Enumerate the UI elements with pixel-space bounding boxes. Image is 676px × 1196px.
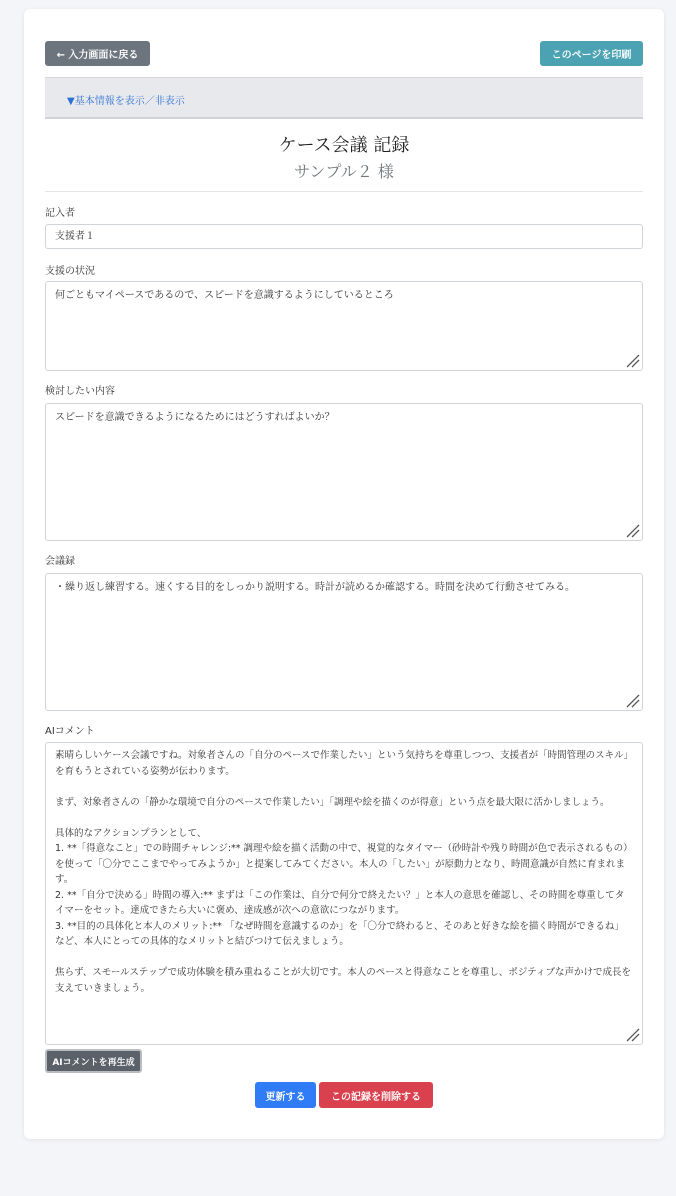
recorder-input[interactable]: 支援者１ <box>45 224 643 249</box>
support-status-label: 支援の状況 <box>45 266 95 277</box>
minutes-text: ・繰り返し練習する。速くする目的をしっかり説明する。時計が読めるか確認する。時間を決めて行動させてみる。 <box>55 582 575 593</box>
basic-info-toggle-link[interactable]: ▼基本情報を表示／非表示 <box>67 96 185 107</box>
regenerate-ai-comment-button[interactable]: AIコメントを再生成 <box>45 1049 142 1073</box>
back-to-input-button[interactable]: ← 入力画面に戻る <box>45 41 150 66</box>
minutes-textarea[interactable] <box>45 573 643 711</box>
ai-comment-text: 素晴らしいケース会議ですね。対象者さんの「自分のペースで作業したい」という気持ちを尊重しつつ、支援者が「時間管理のスキル」を育もうとされている姿勢が伝わります。 まず、対象者さんの「静かな環境で自分のペースで作業したい」「調理や絵を描くのが得意」という点を最大限に活かしましょう。 具体的なアクションプランとして、 1. **「得意なこと」での時間チャレンジ:** 調理や絵を描く活動の中で、視覚的なタイマー（砂時計や残り時間が色で表示されるもの）を使って「〇分でここまでやってみようか」と提案してみてください。本人の「したい」が原動力となり、時間意識が自然に育まれます。 2. **「自分で決める」時間の導入:** まずは「この作業は、自分で何分で終えたい？」と本人の意思を確認し、その時間を尊重してタイマーをセット。達成できたら大いに褒め、達成感が次への意欲につながります。 3. **目的の具体化と本人のメリット:** 「なぜ時間を意識するのか」を「〇分で終わると、そのあと好きな絵を描く時間ができるね」など、本人にとっての具体的なメリットと結びつけて伝えましょう。 焦らず、スモールステップで成功体験を積み重ねることが大切です。本人のペースと得意なことを尊重し、ポジティブな声かけで成長を支えていきましょう。 <box>55 750 633 994</box>
divider <box>45 191 643 192</box>
support-status-text: 何ごともマイペースであるので、スピードを意識するようにしているところ <box>55 290 394 301</box>
minutes-label: 会議録 <box>45 556 75 567</box>
ai-comment-textarea[interactable] <box>45 742 643 1045</box>
topic-textarea[interactable] <box>45 403 643 541</box>
basic-info-panel <box>45 77 643 119</box>
topic-label: 検討したい内容 <box>45 386 115 397</box>
ai-comment-label: AIコメント <box>45 726 95 737</box>
delete-record-button[interactable]: この記録を削除する <box>319 1082 433 1108</box>
subject-name: サンプル２ 様 <box>294 162 394 181</box>
resize-grip-icon[interactable] <box>626 694 640 708</box>
resize-grip-icon[interactable] <box>626 1028 640 1042</box>
page-title: ケース会議 記録 <box>278 135 410 156</box>
topic-text: スピードを意識できるようになるためにはどうすればよいか？ <box>55 412 335 423</box>
resize-grip-icon[interactable] <box>626 354 640 368</box>
support-status-textarea[interactable] <box>45 281 643 371</box>
record-card <box>24 9 664 1139</box>
update-button[interactable]: 更新する <box>255 1082 316 1108</box>
resize-grip-icon[interactable] <box>626 524 640 538</box>
recorder-label: 記入者 <box>45 208 75 219</box>
print-page-button[interactable]: このページを印刷 <box>540 41 643 66</box>
